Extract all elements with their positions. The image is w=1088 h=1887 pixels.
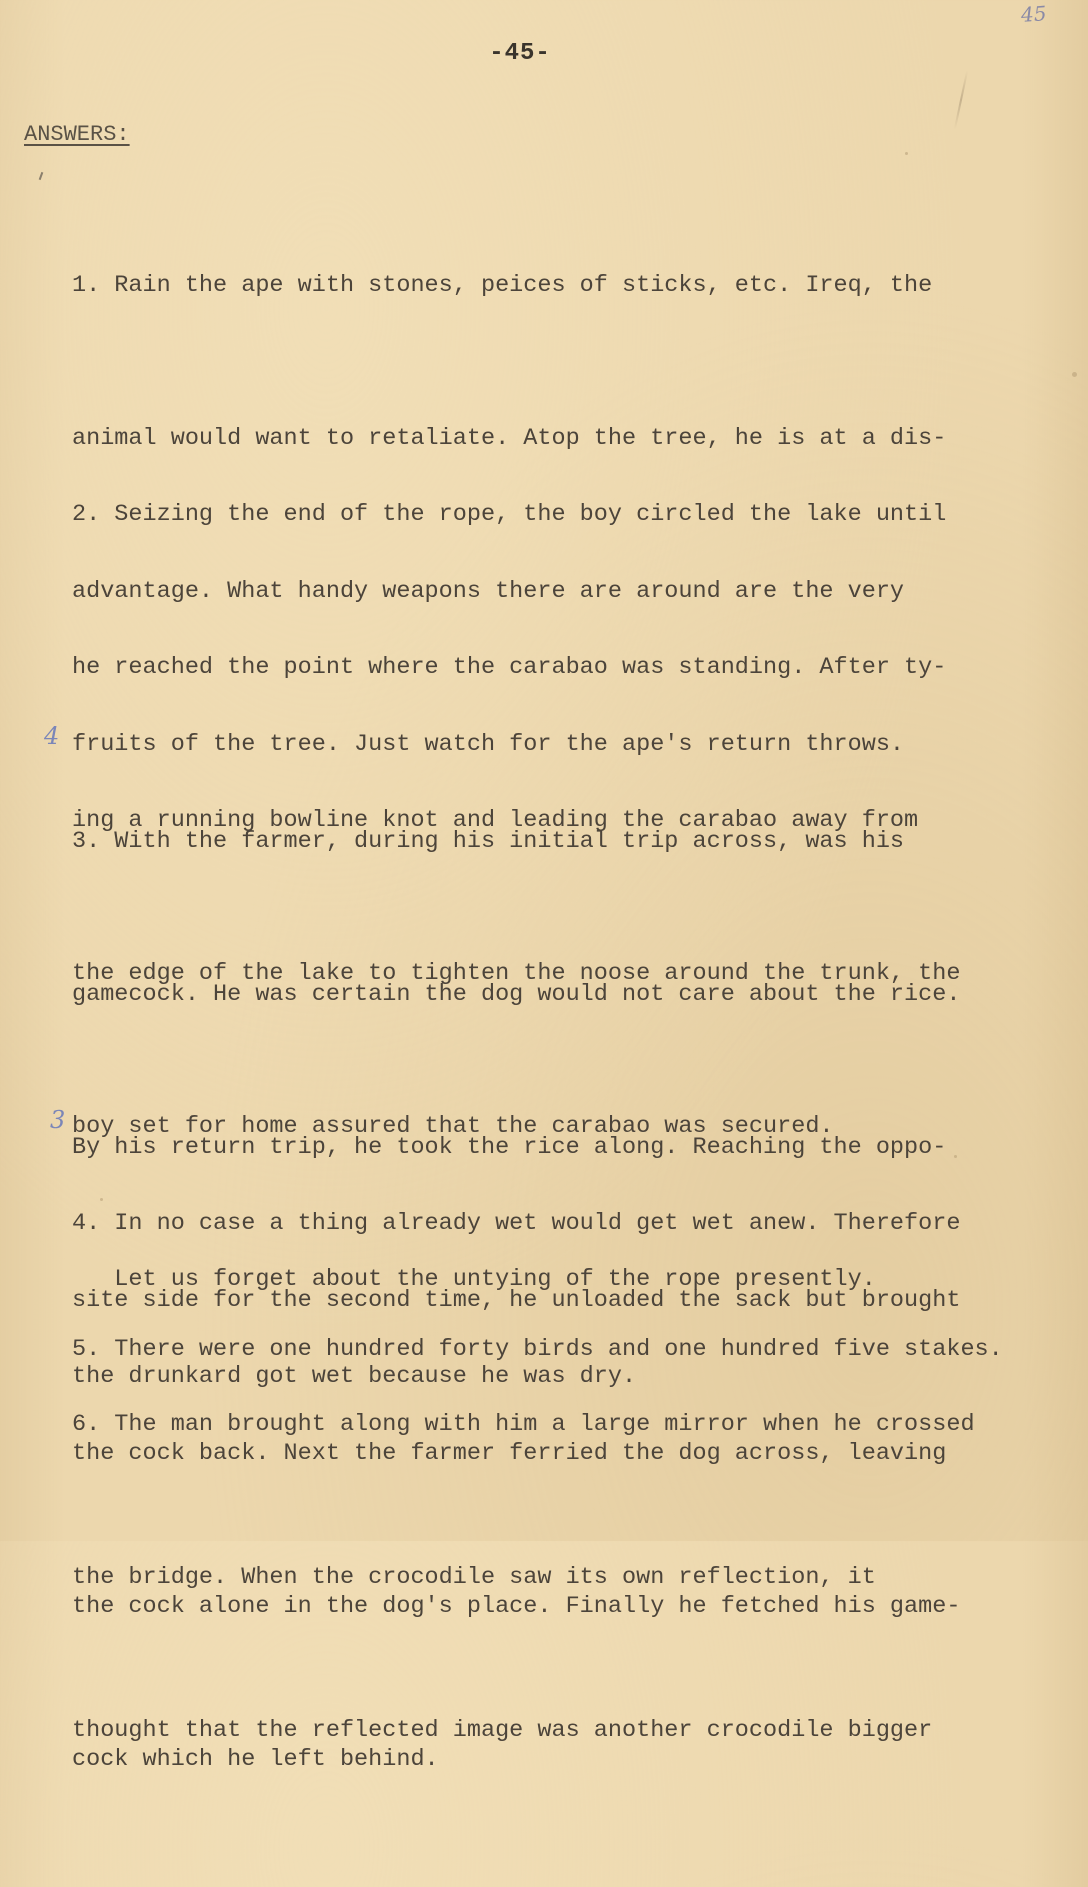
handwritten-corner-page-number: 45 — [1019, 1, 1047, 27]
answer-line: Let us forget about the untying of the rope presently. — [72, 1266, 876, 1293]
answer-line: 5. There were one hundred forty birds and one hundred five stakes. — [72, 1336, 1003, 1363]
paper-crease-mark — [954, 70, 968, 129]
page-number: -45- — [489, 40, 551, 67]
answer-line: he reached the point where the carabao was standing. After ty- — [72, 654, 947, 681]
answer-line: the drunkard got wet because he was dry. — [72, 1363, 637, 1390]
answer-line: the edge of the lake to tighten the noose around the trunk, the — [72, 960, 961, 987]
paper-speck — [954, 1155, 957, 1158]
margin-tick-mark — [39, 172, 44, 180]
answer-line: gamecock. He was certain the dog would not care about the rice. — [72, 981, 961, 1008]
answer-line: site side for the second time, he unloaded the sack but brought — [72, 1287, 961, 1314]
answer-line: animal would want to retaliate. Atop the tree, he is at a dis- — [72, 425, 947, 452]
answer-line: cock which he left behind. — [72, 1746, 439, 1773]
answer-line: boy set for home assured that the carabao was secured. — [72, 1113, 834, 1140]
answer-line: 3. With the farmer, during his initial trip across, was his — [72, 828, 905, 855]
answer-line: fruits of the tree. Just watch for the ape's return throws. — [72, 731, 905, 758]
handwritten-renumber-4: 4 — [44, 722, 60, 750]
answer-line: the cock back. Next the farmer ferried the dog across, leaving — [72, 1440, 947, 1467]
paper-speck — [905, 152, 908, 155]
answer-line: ing a running bowline knot and leading the carabao away from — [72, 807, 919, 834]
answer-line: 2. Seizing the end of the rope, the boy circled the lake until — [72, 501, 947, 528]
paper-speck — [100, 1198, 103, 1201]
answer-line: By his return trip, he took the rice along. Reaching the oppo- — [72, 1134, 947, 1161]
handwritten-renumber-3: 3 — [50, 1106, 66, 1134]
answer-line: the cock alone in the dog's place. Finally he fetched his game- — [72, 1593, 961, 1620]
answer-line: 6. The man brought along with him a large mirror when he crossed — [72, 1411, 975, 1438]
answer-line: thought that the reflected image was another crocodile bigger — [72, 1717, 933, 1744]
answer-6 — [72, 1297, 1062, 1858]
answer-line: 4. In no case a thing already wet would get wet anew. Therefore — [72, 1210, 961, 1237]
answer-line: 1. Rain the ape with stones, peices of sticks, etc. Ireq, the — [72, 272, 933, 299]
paper-speck — [1072, 372, 1077, 377]
answer-line: the bridge. When the crocodile saw its own reflection, it — [72, 1564, 876, 1591]
answers-heading: ANSWERS: — [24, 122, 130, 147]
answer-line: advantage. What handy weapons there are around are the very — [72, 578, 905, 605]
